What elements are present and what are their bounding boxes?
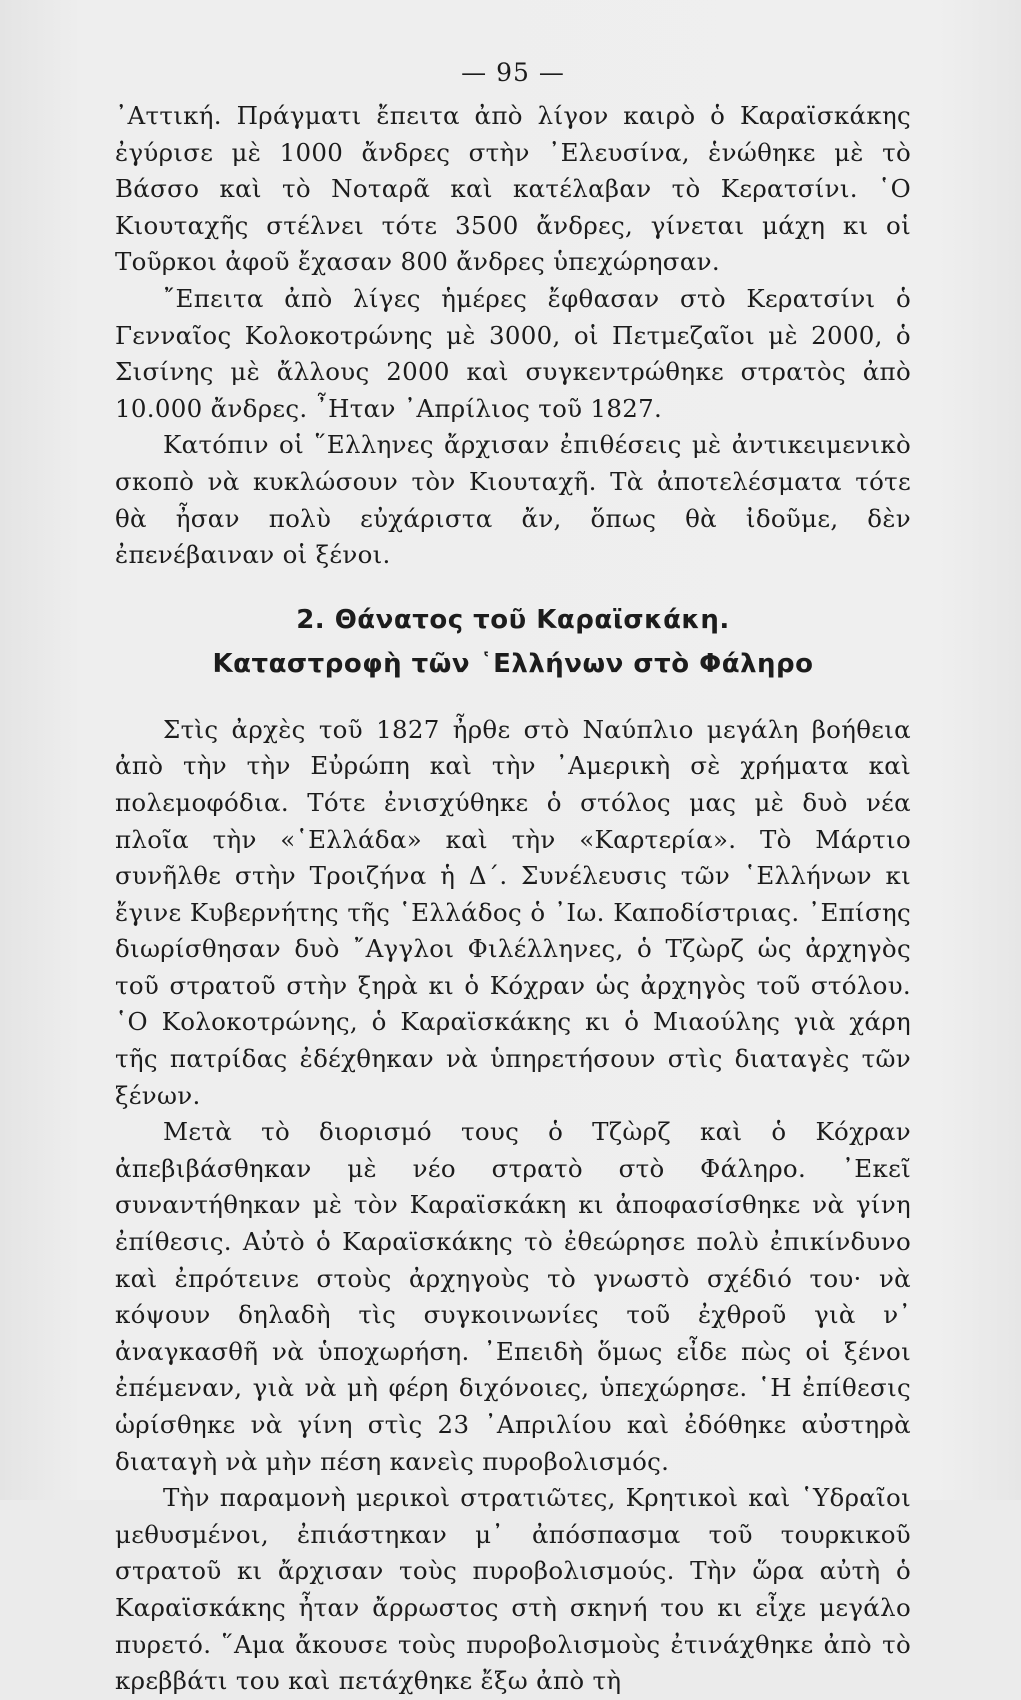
section-paragraph-1: Στὶς ἀρχὲς τοῦ 1827 ἦρθε στὸ Ναύπλιο μεγάλη βοήθεια ἀπὸ τὴν τὴν Εὐρώπη καὶ τὴν ᾿Αμερικὴ σὲ χρήματα καὶ πολεμοφόδια. Τότε ἐνισχύθηκε ὁ στόλος μας μὲ δυὸ νέα πλοῖα τὴν «῾Ελλάδα» καὶ τὴν «Καρτερία». Τὸ Μάρτιο συνῆλθε στὴν Τροιζήνα ἡ Δ΄. Συνέλευσις τῶν ῾Ελλήνων κι ἔγινε Κυβερνήτης τῆς ῾Ελλάδος ὁ ᾿Ιω. Καποδίστριας. ᾿Επίσης διωρίσθησαν δυὸ ῎Αγγλοι Φιλέλληνες, ὁ Τζὼρζ ὡς ἀρχηγὸς τοῦ στρατοῦ στὴν ξηρὰ κι ὁ Κόχραν ὡς ἀρχηγὸς τοῦ στόλου. ῾Ο Κολοκοτρώνης, ὁ Καραϊσκάκης κι ὁ Μιαούλης γιὰ χάρη τῆς πατρίδας ἐδέχθηκαν νὰ ὑπηρετήσουν στὶς διαταγὲς τῶν ξένων.: [115, 714, 911, 1110]
page-number: — 95 —: [461, 58, 565, 87]
intro-text: [115, 98, 911, 574]
intro-paragraph-1: ᾿Αττική. Πράγματι ἔπειτα ἀπὸ λίγον καιρὸ ὁ Καραϊσκάκης ἐγύρισε μὲ 1000 ἄνδρες στὴν ᾿Ελευσίνα, ἑνώθηκε μὲ τὸ Βάσσο καὶ τὸ Νοταρᾶ καὶ κατέλαβαν τὸ Κερατσίνι. ῾Ο Κιουταχῆς στέλνει τότε 3500 ἄνδρες, γίνεται μάχη κι οἱ Τοῦρκοι ἀφοῦ ἔχασαν 800 ἄνδρες ὑπεχώρησαν.: [115, 101, 911, 277]
intro-paragraph-3: Κατόπιν οἱ ῞Ελληνες ἄρχισαν ἐπιθέσεις μὲ ἀντικειμενικὸ σκοπὸ νὰ κυκλώσουν τὸν Κιουταχῆ. Τὰ ἀποτελέσματα τότε θὰ ἦσαν πολὺ εὐχάριστα ἄν, ὅπως θὰ ἰδοῦμε, δὲν ἐπενέβαιναν οἱ ξένοι.: [115, 430, 911, 570]
section-body: [115, 712, 911, 1700]
section-paragraph-3: Τὴν παραμονὴ μερικοὶ στρατιῶτες, Κρητικοὶ καὶ ῾Υδραῖοι μεθυσμένοι, ἐπιάστηκαν μ᾿ ἀπόσπασμα τοῦ τουρκικοῦ στρατοῦ κι ἄρχισαν τοὺς πυροβολισμούς. Τὴν ὥρα αὐτὴ ὁ Καραϊσκάκης ἦταν ἄρρωστος στὴ σκηνή του κι εἶχε μεγάλο πυρετό. ῞Αμα ἄκουσε τοὺς πυροβολισμοὺς ἐτινάχθηκε ἀπὸ τὸ κρεββάτι του καὶ πετάχθηκε ἔξω ἀπὸ τὴ: [115, 1483, 911, 1696]
section-title: 2. Θάνατος τοῦ Καραϊσκάκη.: [296, 604, 730, 635]
intro-paragraph-2: ῎Επειτα ἀπὸ λίγες ἡμέρες ἔφθασαν στὸ Κερατσίνι ὁ Γενναῖος Κολοκοτρώνης μὲ 3000, οἱ Πετμεζαῖοι μὲ 2000, ὁ Σισίνης μὲ ἄλλους 2000 καὶ συγκεντρώθηκε στρατὸς ἀπὸ 10.000 ἄνδρες. ῏Ηταν ᾿Απρίλιος τοῦ 1827.: [115, 283, 911, 423]
section-paragraph-2: Μετὰ τὸ διορισμό τους ὁ Τζὼρζ καὶ ὁ Κόχραν ἀπεβιβάσθηκαν μὲ νέο στρατὸ στὸ Φάληρο. ᾿Εκεῖ συναντήθηκαν μὲ τὸν Καραϊσκάκη κι ἀποφασίσθηκε νὰ γίνη ἐπίθεσις. Αὐτὸ ὁ Καραϊσκάκης τὸ ἐθεώρησε πολὺ ἐπικίνδυνο καὶ ἐπρότεινε στοὺς ἀρχηγοὺς τὸ γνωστὸ σχέδιό του· νὰ κόψουν δηλαδὴ τὶς συγκοινωνίες τοῦ ἐχθροῦ γιὰ ν᾿ ἀναγκασθῆ νὰ ὑποχωρήση. ᾿Επειδὴ ὅμως εἶδε πὼς οἱ ξένοι ἐπέμεναν, γιὰ νὰ μὴ φέρη διχόνοιες, ὑπεχώρησε. ῾Η ἐπίθεσις ὡρίσθηκε νὰ γίνη στὶς 23 ᾿Απριλίου καὶ ἐδόθηκε αὐστηρὰ διαταγὴ νὰ μὴν πέση κανεὶς πυροβολισμός.: [115, 1117, 911, 1476]
section-heading: [115, 598, 911, 686]
section-subtitle: Καταστροφὴ τῶν ῾Ελλήνων στὸ Φάληρο: [212, 648, 814, 679]
